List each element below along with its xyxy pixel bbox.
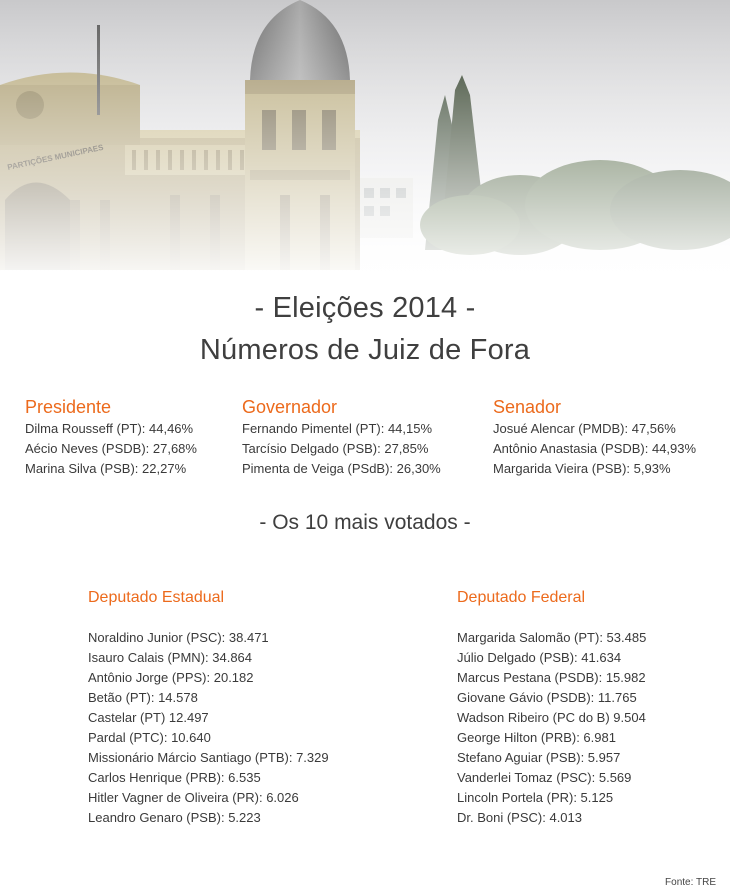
list-item: Vanderlei Tomaz (PSC): 5.569 — [457, 770, 632, 785]
result-line: Dilma Rousseff (PT): 44,46% — [25, 421, 194, 436]
list-item: Hitler Vagner de Oliveira (PR): 6.026 — [88, 790, 299, 805]
list-item: Dr. Boni (PSC): 4.013 — [457, 810, 582, 825]
page-title-line-2: Números de Juiz de Fora — [199, 334, 531, 366]
section-subtitle: - Os 10 mais votados - — [259, 511, 471, 534]
list-item: Lincoln Portela (PR): 5.125 — [457, 790, 614, 805]
list-item: Missionário Márcio Santiago (PTB): 7.329 — [88, 750, 329, 765]
senador-section — [493, 396, 696, 479]
result-line: Pimenta de Veiga (PSdB): 26,30% — [242, 461, 441, 476]
list-item: Castelar (PT) 12.497 — [88, 710, 209, 725]
list-item: Betão (PT): 14.578 — [88, 690, 198, 705]
deputado-federal-heading: Deputado Federal — [457, 589, 586, 606]
list-item: Giovane Gávio (PSDB): 11.765 — [457, 690, 637, 705]
result-line: Marina Silva (PSB): 22,27% — [25, 461, 187, 476]
result-line: Fernando Pimentel (PT): 44,15% — [242, 421, 433, 436]
deputado-federal-section — [457, 588, 646, 828]
result-line: Tarcísio Delgado (PSB): 27,85% — [242, 441, 429, 456]
list-item: Júlio Delgado (PSB): 41.634 — [457, 650, 622, 665]
list-item: Margarida Salomão (PT): 53.485 — [457, 630, 647, 645]
list-item: Leandro Genaro (PSB): 5.223 — [88, 810, 261, 825]
list-item: Carlos Henrique (PRB): 6.535 — [88, 770, 261, 785]
list-item: Stefano Aguiar (PSB): 5.957 — [457, 750, 621, 765]
list-item: Wadson Ribeiro (PC do B) 9.504 — [457, 710, 646, 725]
header-photo — [0, 0, 730, 290]
list-item: Antônio Jorge (PPS): 20.182 — [88, 670, 254, 685]
list-item: Pardal (PTC): 10.640 — [88, 730, 211, 745]
result-line: Margarida Vieira (PSB): 5,93% — [493, 461, 671, 476]
deputado-estadual-heading: Deputado Estadual — [88, 589, 225, 606]
list-item: Noraldino Junior (PSC): 38.471 — [88, 630, 269, 645]
list-item: George Hilton (PRB): 6.981 — [457, 730, 616, 745]
list-item: Isauro Calais (PMN): 34.864 — [88, 650, 253, 665]
source-credit: Fonte: TRE — [665, 877, 716, 888]
deputado-estadual-section — [88, 588, 329, 828]
senador-heading: Senador — [493, 397, 562, 417]
presidente-section — [25, 396, 197, 479]
result-line: Antônio Anastasia (PSDB): 44,93% — [493, 441, 697, 456]
governador-section — [242, 396, 441, 479]
governador-heading: Governador — [242, 397, 338, 417]
list-item: Marcus Pestana (PSDB): 15.982 — [457, 670, 646, 685]
result-line: Josué Alencar (PMDB): 47,56% — [493, 421, 676, 436]
presidente-heading: Presidente — [25, 397, 112, 417]
result-line: Aécio Neves (PSDB): 27,68% — [25, 441, 197, 456]
page-title-line-1: - Eleições 2014 - — [254, 292, 476, 324]
